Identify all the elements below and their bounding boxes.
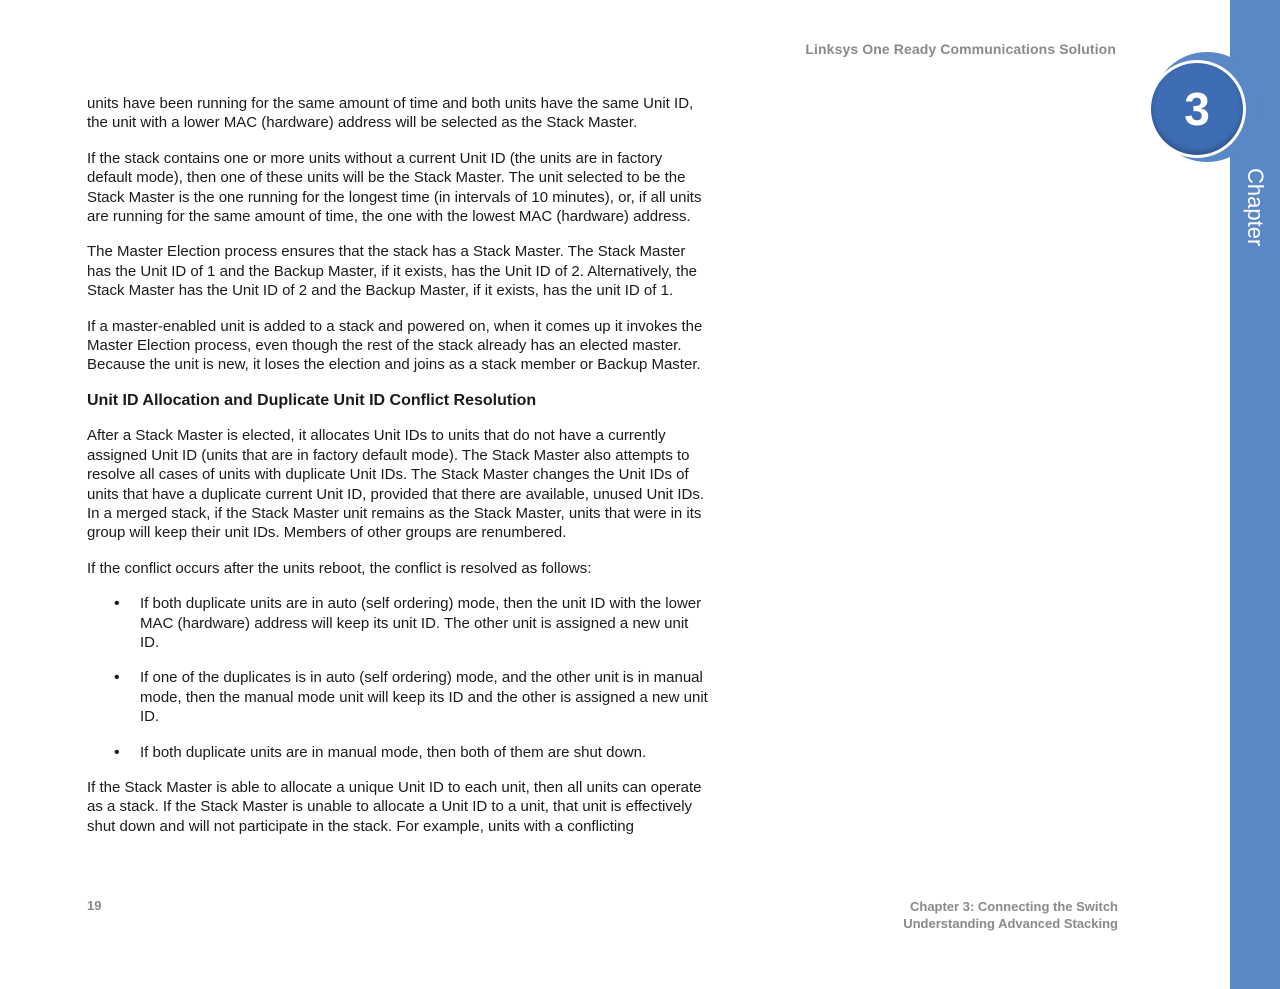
paragraph: If a master-enabled unit is added to a stack and powered on, when it comes up it invokes the Master Election process, even though the rest of the stack already has an elected master. Because the unit is new, it loses the election and joins as a stack member or Backup Master. [87, 317, 703, 374]
footer-section-title: Understanding Advanced Stacking [903, 916, 1118, 931]
paragraph: If the stack contains one or more units without a current Unit ID (the units are in factory default mode), then one of these units will be the Stack Master. The unit selected to be the Stack Master is the one running for the longest time (in intervals of 10 minutes), or, if all units are running for the same amount of time, the one with the lowest MAC (hardware) address. [87, 149, 702, 226]
section-heading: Unit ID Allocation and Duplicate Unit ID Conflict Resolution [87, 391, 537, 409]
page-number: 19 [87, 898, 102, 913]
paragraph: After a Stack Master is elected, it allocates Unit IDs to units that do not have a currently assigned Unit ID (units that are in factory default mode). The Stack Master also attempts to resolve all cases of units with duplicate Unit IDs. The Stack Master changes the Unit IDs of units that have a duplicate current Unit ID, provided that there are available, unused Unit IDs. In a merged stack, if the Stack Master unit remains as the Stack Master, units that were in its group will keep their unit IDs. Members of other groups are renumbered. [87, 427, 705, 542]
chapter-number: 3 [1184, 83, 1210, 135]
running-header: Linksys One Ready Communications Solution [805, 41, 1116, 57]
page-body [87, 94, 709, 852]
running-footer [903, 898, 1118, 932]
footer-chapter-title: Chapter 3: Connecting the Switch [909, 899, 1118, 914]
paragraph: units have been running for the same amount of time and both units have the same Unit ID, the unit with a lower MAC (hardware) address will be selected as the Stack Master. [87, 95, 694, 132]
list-item: • If both duplicate units are in auto (self ordering) mode, then the unit ID with the lower MAC (hardware) address will keep its unit ID. The other unit is assigned a new unit ID. [140, 594, 709, 652]
chapter-number-badge [1148, 60, 1246, 158]
paragraph: If the conflict occurs after the units reboot, the conflict is resolved as follows: [87, 559, 592, 577]
bullet-list [87, 594, 709, 762]
paragraph: If the Stack Master is able to allocate a unique Unit ID to each unit, then all units can operate as a stack. If the Stack Master is unable to allocate a Unit ID to a unit, that unit is effectively shut down and will not participate in the stack. For example, units with a conflicting [87, 778, 702, 835]
chapter-label: Chapter [1243, 168, 1268, 247]
paragraph: The Master Election process ensures that the stack has a Stack Master. The Stack Master has the Unit ID of 1 and the Backup Master, if it exists, has the Unit ID of 2. Alternatively, the Stack Master has the Unit ID of 2 and the Backup Master, if it exists, has the unit ID of 1. [87, 243, 698, 300]
list-item: • If both duplicate units are in manual mode, then both of them are shut down. [140, 743, 709, 762]
list-item: • If one of the duplicates is in auto (self ordering) mode, and the other unit is in manual mode, then the manual mode unit will keep its ID and the other is assigned a new unit ID. [140, 668, 709, 726]
